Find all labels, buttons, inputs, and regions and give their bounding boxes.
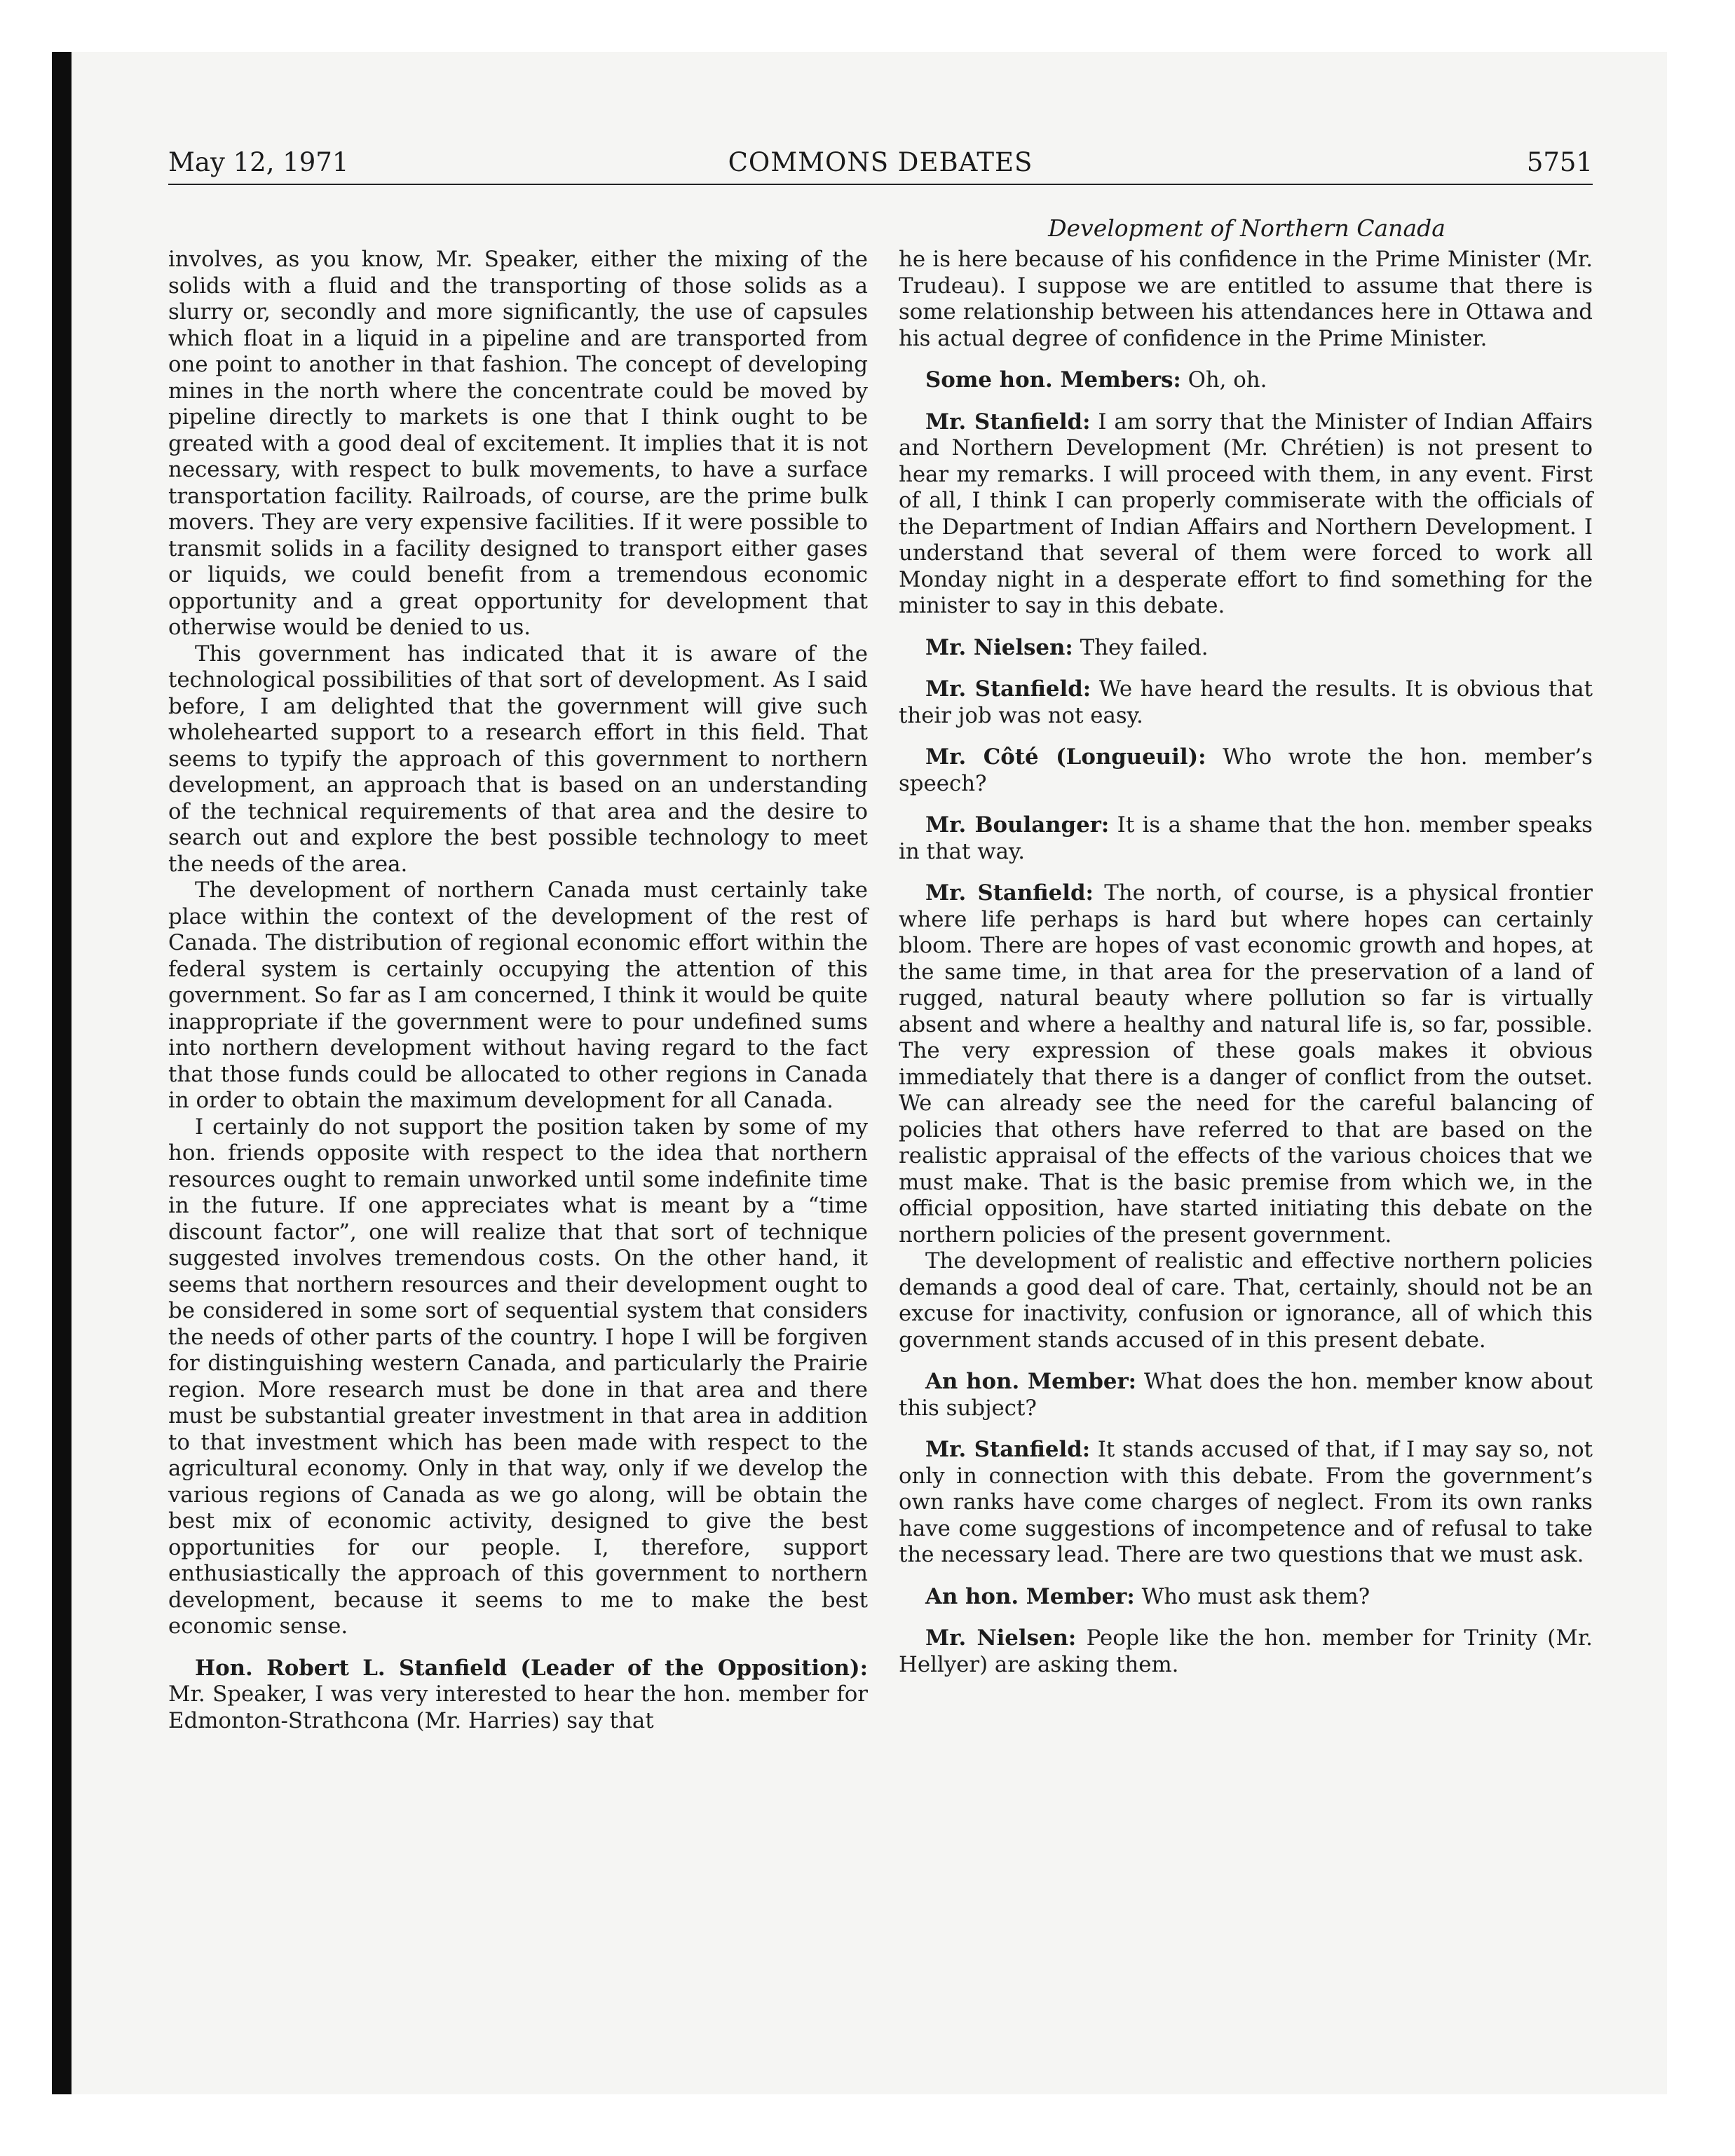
speaker-name: Mr. Nielsen: [925, 634, 1073, 660]
speech-paragraph [899, 1625, 1593, 1678]
paragraph: The development of realistic and effective northern policies demands a good deal of care. That, certainly, should not be an excuse for inactivity, confusion or ignorance, all of which this government stands accused of in this present debate. [899, 1248, 1593, 1353]
section-title: Development of Northern Canada [1048, 214, 1445, 242]
speaker-name: Mr. Boulanger: [925, 812, 1110, 838]
speech-paragraph [899, 1369, 1593, 1421]
speech-paragraph [899, 676, 1593, 729]
paragraph: The development of northern Canada must certainly take place within the context of the development of the rest of Canada. The distribution of regional economic effort within the federal system is certainly occupying the attention of this government. So far as I am concerned, I think it would be quite inappropriate if the government were to pour undefined sums into northern development without having regard to the fact that those funds could be allocated to other regions in Canada in order to obtain the maximum development for all Canada. [168, 878, 868, 1113]
header-date: May 12, 1971 [168, 147, 349, 177]
speaker-name: Mr. Stanfield: [925, 880, 1094, 906]
header-rule [168, 184, 1593, 185]
speech-paragraph [899, 409, 1593, 620]
speaker-name: Mr. Stanfield: [925, 676, 1091, 702]
speech-text: It stands accused of that, if I may say so, not only in connection with this debate. From the government’s own ranks have come charges of neglect. From its own ranks have come suggestions of incompetence and of refusal to take the necessary lead. There are two questions that we must ask. [899, 1437, 1593, 1567]
speech-text: Who must ask them? [1141, 1583, 1370, 1609]
paragraph: he is here because of his confidence in the Prime Minister (Mr. Trudeau). I suppose we are entitled to assume that there is some relationship between his attendances here in Ottawa and his actual degree of confidence in the Prime Minister. [899, 247, 1593, 351]
speech-text: What does the hon. member know about this subject? [899, 1369, 1593, 1421]
speaker-name: An hon. Member: [925, 1369, 1137, 1394]
speaker-name: An hon. Member: [925, 1583, 1135, 1609]
paragraph: I certainly do not support the position taken by some of my hon. friends opposite with respect to the idea that northern resources ought to remain unworked until some indefinite time in the future. If one appreciates what is meant by a “time discount factor”, one will realize that that sort of technique suggested involves tremendous costs. On the other hand, it seems that northern resources and their development ought to be considered in some sort of sequential system that considers the needs of other parts of the country. I hope I will be forgiven for distinguishing western Canada, and particularly the Prairie region. More research must be done in that area and there must be substantial greater investment in that area in addition to that investment which has been made with respect to the agricultural economy. Only in that way, only if we develop the various regions of Canada as we go along, will be obtain the best mix of economic activity, designed to give the best opportunities for our people. I, therefore, support enthusiastically the approach of this government to northern development, because it seems to me to make the best economic sense. [168, 1114, 868, 1639]
speaker-name: Some hon. Members: [925, 367, 1181, 393]
speaker-name: Mr. Stanfield: [925, 1437, 1091, 1462]
speech-paragraph [899, 1584, 1593, 1611]
speech-paragraph [899, 367, 1593, 394]
speech-text: They failed. [1080, 634, 1209, 660]
speech-text: Mr. Speaker, I was very interested to hear the hon. member for Edmonton-Strathcona (Mr. Harries) say that [168, 1681, 868, 1733]
paragraph: This government has indicated that it is aware of the technological possibilities of that sort of development. As I said before, I am delighted that the government will give such wholehearted support to a research effort in this field. That seems to typify the approach of this government to northern development, an approach that is based on an understanding of the technical requirements of that area and the desire to search out and explore the best possible technology to meet the needs of the area. [168, 641, 868, 877]
speaker-name: Mr. Stanfield: [925, 409, 1091, 435]
speech-text: The north, of course, is a physical frontier where life perhaps is hard but where hopes can certainly bloom. There are hopes of vast economic growth and hopes, at the same time, in that area for the preservation of a land of rugged, natural beauty where pollution so far is virtually absent and where a healthy and natural life is, so far, possible. The very expression of these goals makes it obvious immediately that there is a danger of conflict from the outset. We can already see the need for the careful balancing of policies that others have referred to that are based on the realistic appraisal of the effects of the various choices that we must make. That is the basic premise from which we, in the official opposition, have started initiating this debate on the northern policies of the present government. [899, 880, 1593, 1248]
speech-paragraph [899, 635, 1593, 662]
speech-text: Oh, oh. [1188, 367, 1267, 393]
paragraph: involves, as you know, Mr. Speaker, either the mixing of the solids with a fluid and the transporting of those solids as a slurry or, secondly and more significantly, the use of capsules which float in a liquid in a pipeline and are transported from one point to another in that fashion. The concept of developing mines in the north where the concentrate could be moved by pipeline directly to markets is one that I think ought to be greated with a good deal of excitement. It implies that it is not necessary, with respect to bulk movements, to have a surface transportation facility. Railroads, of course, are the prime bulk movers. They are very expensive facilities. If it were possible to transmit solids in a facility designed to transport either gases or liquids, we could benefit from a tremendous economic opportunity and a great opportunity for development that otherwise would be denied to us. [168, 247, 868, 640]
speaker-name: Hon. Robert L. Stanfield (Leader of the Opposition): [195, 1655, 868, 1681]
speech-paragraph [899, 744, 1593, 797]
speech-paragraph [899, 1437, 1593, 1569]
header-title: COMMONS DEBATES [728, 147, 1033, 177]
scan-edge [52, 52, 72, 2094]
speech-text: We have heard the results. It is obvious that their job was not easy. [899, 676, 1593, 728]
speech-text: People like the hon. member for Trinity (Mr. Hellyer) are asking them. [899, 1625, 1593, 1677]
speech-paragraph [899, 812, 1593, 865]
speech-text: Who wrote the hon. member’s speech? [899, 744, 1593, 796]
header-page-number: 5751 [1526, 147, 1593, 177]
right-column [899, 247, 1593, 1678]
speaker-name: Mr. Côté (Longueuil): [925, 744, 1206, 770]
speech-text: It is a shame that the hon. member speaks in that way. [899, 812, 1593, 864]
left-column [168, 247, 868, 1734]
speech-text: I am sorry that the Minister of Indian Affairs and Northern Development (Mr. Chrétien) is not present to hear my remarks. I will proceed with them, in any event. First of all, I think I can properly commiserate with the officials of the Department of Indian Affairs and Northern Development. I understand that several of them were forced to work all Monday night in a desperate effort to find something for the minister to say in this debate. [899, 409, 1593, 618]
speech-paragraph [168, 1656, 868, 1735]
speech-paragraph [899, 880, 1593, 1248]
page-header [168, 147, 1593, 188]
speaker-name: Mr. Nielsen: [925, 1625, 1077, 1651]
